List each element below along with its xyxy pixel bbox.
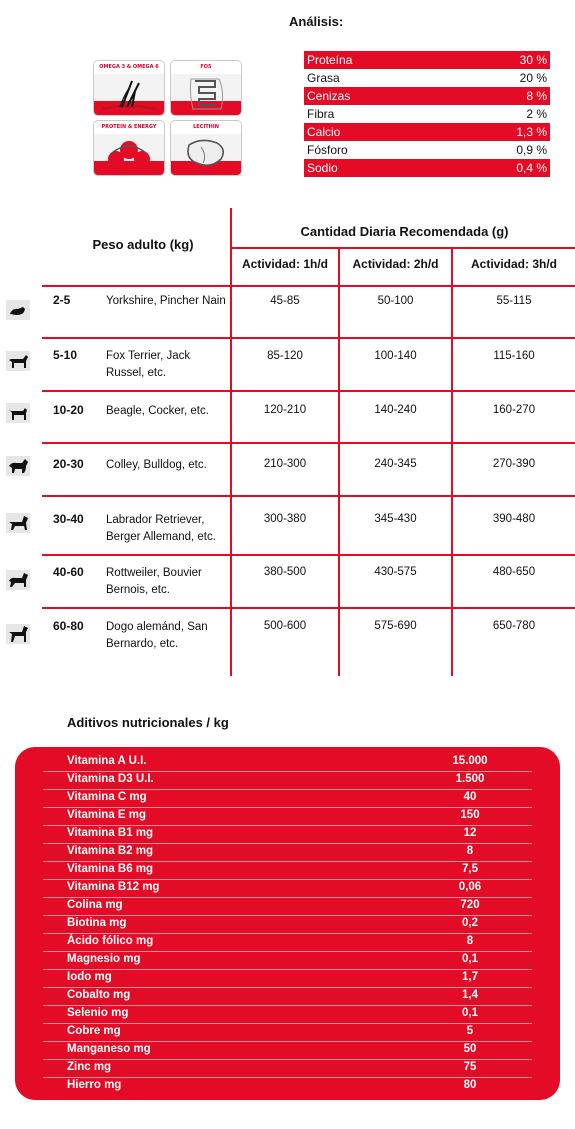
analysis-name: Proteína — [307, 53, 353, 67]
breed-list: Yorkshire, Pincher Nain — [106, 295, 226, 307]
analysis-row — [304, 123, 550, 141]
protein-tile — [93, 120, 165, 176]
activity-header-3: Actividad: 3h/d — [470, 257, 557, 271]
additive-value: 0,06 — [458, 881, 482, 893]
additive-row — [15, 807, 560, 825]
additive-row — [15, 843, 560, 861]
additive-value: 0,2 — [462, 917, 478, 929]
additive-name: Cobalto mg — [67, 989, 131, 1001]
additive-name: Colina mg — [67, 899, 123, 911]
additive-name: Vitamina B2 mg — [67, 845, 154, 857]
skin-hair-icon — [94, 73, 164, 115]
analysis-row — [304, 159, 550, 177]
additive-name: Ácido fólico mg — [67, 935, 154, 947]
analysis-row — [304, 87, 550, 105]
muscle-icon — [94, 133, 164, 175]
analysis-value: 2 % — [526, 107, 547, 121]
amount-2h: 100-140 — [374, 350, 417, 362]
retriever-dog-icon — [6, 513, 30, 533]
additive-name: Selenio mg — [67, 1007, 129, 1019]
additive-row — [15, 933, 560, 951]
additive-row — [15, 1077, 560, 1095]
additive-name: Biotina mg — [67, 917, 127, 929]
amount-1h: 120-210 — [263, 404, 307, 416]
amount-3h: 115-160 — [493, 350, 535, 362]
beagle-dog-icon — [6, 403, 30, 423]
additive-value: 75 — [463, 1061, 477, 1073]
amount-3h: 270-390 — [492, 458, 536, 470]
amount-2h: 140-240 — [374, 404, 417, 416]
weight-range: 30-40 — [53, 512, 84, 526]
liver-icon — [171, 133, 241, 175]
weight-range: 2-5 — [53, 293, 71, 307]
analysis-name: Fósforo — [307, 143, 348, 157]
additive-name: Manganeso mg — [67, 1043, 151, 1055]
additive-name: Vitamina E mg — [67, 809, 147, 821]
analysis-value: 1,3 % — [516, 125, 547, 139]
activity-header-2: Actividad: 2h/d — [352, 257, 439, 271]
tile-caption: PROTEIN & ENERGY — [94, 121, 164, 134]
weight-range: 60-80 — [53, 619, 84, 633]
breed-list: Dogo alemánd, San Bernardo, etc. — [106, 621, 208, 650]
additive-name: Vitamina B6 mg — [67, 863, 154, 875]
collie-dog-icon — [6, 456, 30, 476]
additive-name: Magnesio mg — [67, 953, 141, 965]
intestine-icon — [171, 73, 241, 115]
additive-value: 15.000 — [452, 755, 488, 767]
additive-value: 8 — [466, 845, 474, 857]
additive-value: 8 — [466, 935, 474, 947]
additives-title: Aditivos nutricionales / kg — [67, 715, 229, 730]
activity-header-1: Actividad: 1h/d — [241, 257, 328, 271]
additive-row — [15, 1059, 560, 1077]
additive-name: Vitamina B1 mg — [67, 827, 154, 839]
analysis-row — [304, 141, 550, 159]
amount-3h: 160-270 — [492, 404, 536, 416]
tile-caption: OMEGA 3 & OMEGA 6 — [94, 61, 164, 74]
analysis-row — [304, 69, 550, 87]
additive-name: Vitamina B12 mg — [67, 881, 160, 893]
additive-row — [15, 969, 560, 987]
table-divider — [42, 495, 575, 497]
amount-1h: 210-300 — [263, 458, 307, 470]
weight-range: 20-30 — [53, 457, 84, 471]
tile-caption: LECITHIN — [171, 121, 241, 134]
weight-range: 10-20 — [53, 403, 84, 417]
amount-2h: 575-690 — [374, 620, 417, 632]
additive-name: Hierro mg — [67, 1079, 122, 1091]
amount-1h: 300-380 — [263, 513, 307, 525]
amount-2h: 345-430 — [374, 513, 417, 525]
great-dane-dog-icon — [6, 624, 30, 644]
additive-name: Zinc mg — [67, 1061, 112, 1073]
analysis-row — [304, 105, 550, 123]
additive-name: Cobre mg — [67, 1025, 121, 1037]
weight-range: 5-10 — [53, 348, 78, 362]
table-divider — [42, 442, 575, 444]
amount-1h: 500-600 — [263, 620, 307, 632]
weight-header: Peso adulto (kg) — [92, 237, 194, 252]
omega-tile — [93, 60, 165, 116]
analysis-value: 20 % — [519, 71, 547, 85]
breed-list: Fox Terrier, Jack Russel, etc. — [106, 350, 191, 379]
breed-list: Colley, Bulldog, etc. — [106, 459, 207, 471]
additive-row — [15, 1023, 560, 1041]
additive-value: 1,4 — [462, 989, 478, 1001]
amount-2h: 50-100 — [377, 295, 414, 307]
table-divider — [42, 554, 575, 556]
rottweiler-dog-icon — [6, 570, 30, 590]
additive-value: 12 — [463, 827, 477, 839]
amount-3h: 390-480 — [492, 513, 536, 525]
table-divider — [42, 285, 575, 287]
table-divider — [42, 337, 575, 339]
additive-row — [15, 1005, 560, 1023]
additive-row — [15, 789, 560, 807]
weight-range: 40-60 — [53, 565, 84, 579]
additive-row — [15, 951, 560, 969]
additive-row — [15, 915, 560, 933]
amount-1h: 45-85 — [270, 295, 300, 307]
additive-row — [15, 987, 560, 1005]
additive-value: 5 — [466, 1025, 474, 1037]
additive-value: 50 — [463, 1043, 477, 1055]
additive-name: Vitamina A U.I. — [67, 755, 147, 767]
breed-list: Labrador Retriever, Berger Allemand, etc. — [106, 514, 216, 543]
amount-2h: 430-575 — [374, 566, 417, 578]
analysis-name: Grasa — [307, 71, 340, 85]
breed-list: Rottweiler, Bouvier Bernois, etc. — [106, 567, 202, 596]
fos-tile — [170, 60, 242, 116]
analysis-name: Sodio — [307, 161, 338, 175]
additive-value: 7,5 — [462, 863, 478, 875]
analysis-title: Análisis: — [289, 14, 344, 29]
analysis-table — [304, 51, 550, 177]
additive-value: 150 — [460, 809, 480, 821]
additive-row — [15, 825, 560, 843]
additive-value: 40 — [463, 791, 477, 803]
amount-1h: 85-120 — [267, 350, 303, 362]
additive-row — [15, 861, 560, 879]
terrier-dog-icon — [6, 351, 30, 371]
small-dog-icon — [6, 300, 30, 320]
additive-value: 720 — [460, 899, 480, 911]
additive-row — [15, 897, 560, 915]
additives-panel — [15, 747, 560, 1100]
breed-list: Beagle, Cocker, etc. — [106, 405, 209, 417]
amount-3h: 480-650 — [492, 566, 536, 578]
analysis-value: 30 % — [519, 53, 547, 67]
additive-name: Vitamina C mg — [67, 791, 147, 803]
lecithin-tile — [170, 120, 242, 176]
additive-name: Vitamina D3 U.I. — [67, 773, 154, 785]
additive-row — [15, 753, 560, 771]
analysis-value: 0,4 % — [516, 161, 547, 175]
additive-value: 1,7 — [462, 971, 478, 983]
additive-row — [15, 771, 560, 789]
additive-row — [15, 879, 560, 897]
analysis-name: Cenizas — [307, 89, 351, 103]
table-divider — [230, 247, 575, 249]
additive-value: 80 — [463, 1079, 477, 1091]
tile-caption: FOS — [171, 61, 241, 74]
amount-2h: 240-345 — [374, 458, 417, 470]
additive-name: Iodo mg — [67, 971, 112, 983]
analysis-value: 0,9 % — [516, 143, 547, 157]
amount-3h: 55-115 — [496, 295, 532, 307]
additive-value: 1.500 — [455, 773, 485, 785]
analysis-name: Calcio — [307, 125, 341, 139]
analysis-value: 8 % — [526, 89, 547, 103]
analysis-row — [304, 51, 550, 69]
table-divider — [42, 390, 575, 392]
amount-header: Cantidad Diaria Recomendada (g) — [300, 224, 509, 239]
analysis-name: Fibra — [307, 107, 335, 121]
table-divider — [42, 607, 575, 609]
amount-3h: 650-780 — [492, 620, 536, 632]
additive-value: 0,1 — [462, 1007, 478, 1019]
additive-row — [15, 1041, 560, 1059]
additive-value: 0,1 — [462, 953, 478, 965]
amount-1h: 380-500 — [263, 566, 307, 578]
